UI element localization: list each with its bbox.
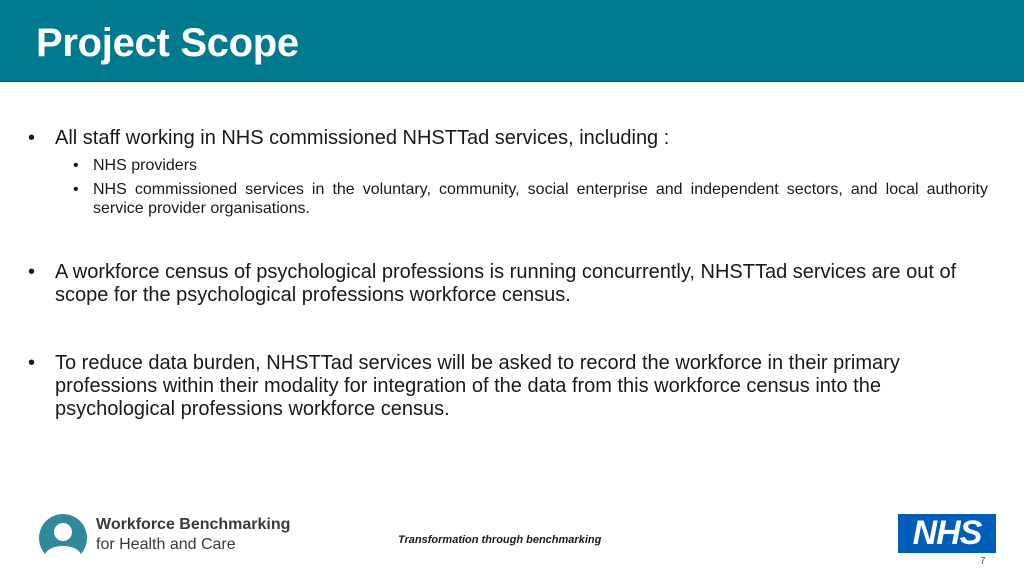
- workforce-benchmarking-logo-icon: [38, 513, 88, 563]
- nhs-logo: NHS: [898, 514, 996, 553]
- bullet-3: [28, 352, 958, 421]
- bullet-text: A workforce census of psychological professions is running concurrently, NHSTTad services are out of scope for the psychological professions workforce census.: [55, 261, 957, 306]
- tagline: Transformation through benchmarking: [398, 534, 602, 546]
- sub-bullet-1: [73, 156, 988, 175]
- page-title: Project Scope: [36, 21, 299, 65]
- bullet-marker: •: [28, 127, 36, 149]
- bullet-marker: •: [73, 181, 79, 198]
- bullet-marker: •: [28, 352, 36, 374]
- sub-bullet-text: NHS providers: [93, 157, 198, 174]
- page-number: 7: [980, 556, 986, 567]
- bullet-marker: •: [73, 157, 79, 174]
- sub-bullet-2: [73, 180, 988, 218]
- bullet-marker: •: [28, 261, 36, 283]
- sub-bullet-text: NHS commissioned services in the voluntary, community, social enterprise and independent sectors, and local authority service provider organisations.: [93, 181, 988, 217]
- brand-name: Workforce Benchmarking: [96, 516, 291, 533]
- bullet-text: All staff working in NHS commissioned NHSTTad services, including :: [55, 127, 670, 149]
- bullet-text: To reduce data burden, NHSTTad services will be asked to record the workforce in their primary professions within their modality for integration of the data from this workforce census into the psychological professions workforce census.: [55, 352, 900, 420]
- bullet-2: [28, 261, 958, 307]
- brand-subtitle: for Health and Care: [96, 536, 236, 553]
- bullet-1: [28, 127, 958, 150]
